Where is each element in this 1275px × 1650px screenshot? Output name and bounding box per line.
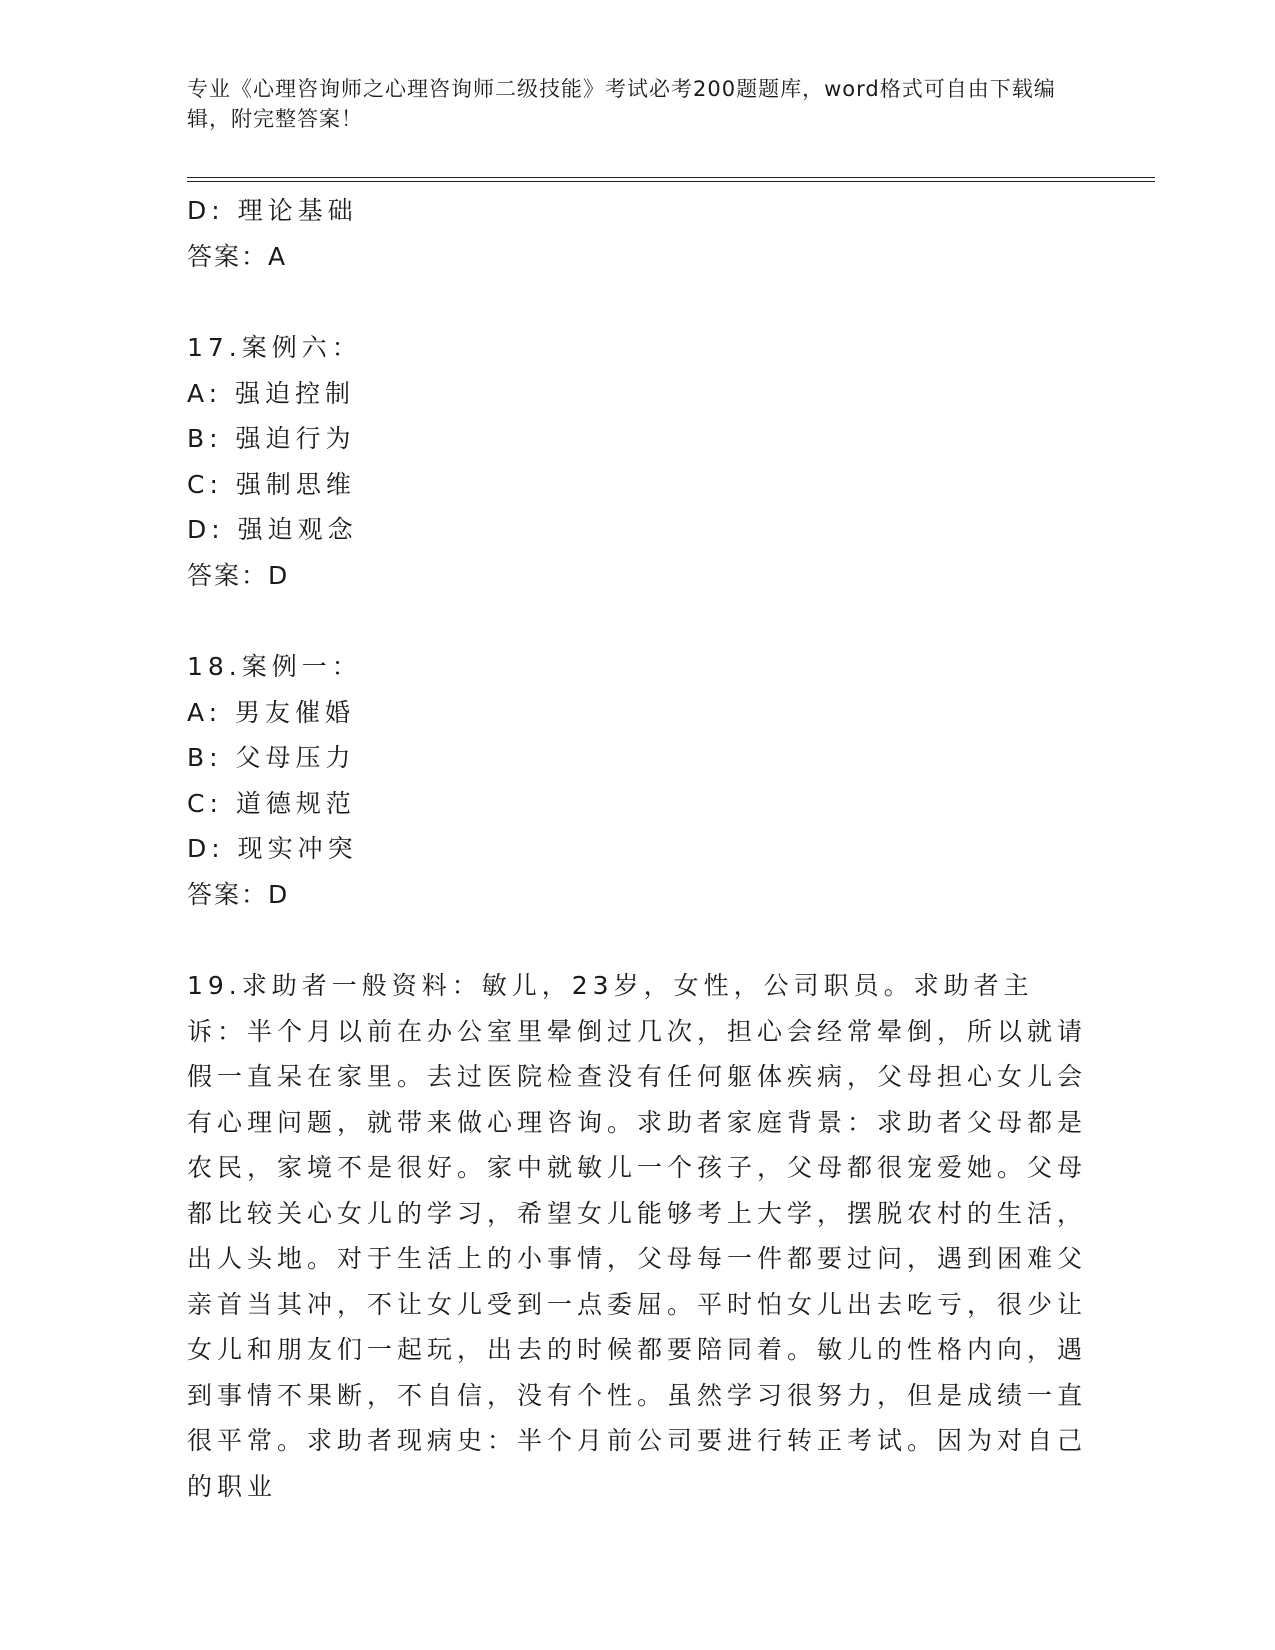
q18-answer: 答案：D — [187, 879, 290, 909]
q16-answer: 答案：A — [187, 241, 288, 271]
q18-option-c: C: 道德规范 — [187, 788, 356, 818]
question-content — [187, 188, 1087, 1509]
q18-title: 18.案例一： — [187, 652, 362, 681]
spacer — [187, 279, 1087, 325]
spacer — [187, 917, 1087, 963]
q18-option-a: A: 男友催婚 — [187, 697, 356, 727]
q19-paragraph: 19.求助者一般资料：敏儿，23岁，女性，公司职员。求助者主诉：半个月以前在办公室里晕倒过几次，担心会经常晕倒，所以就请假一直呆在家里。去过医院检查没有任何躯体疾病，父母担心女儿会有心理问题，就带来做心理咨询。求助者家庭背景：求助者父母都是农民，家境不是很好。家中就敏儿一个孩子，父母都很宠爱她。父母都比较关心女儿的学习，希望女儿能够考上大学，摆脱农村的生活，出人头地。对于生活上的小事情，父母每一件都要过问，遇到困难父亲首当其冲，不让女儿受到一点委屈。平时怕女儿出去吃亏，很少让女儿和朋友们一起玩，出去的时候都要陪同着。敏儿的性格内向，遇到事情不果断，不自信，没有个性。虽然学习很努力，但是成绩一直很平常。求助者现病史：半个月前公司要进行转正考试。因为对自己的职业 — [187, 971, 1088, 1501]
page-header: 专业《心理咨询师之心理咨询师二级技能》考试必考200题题库，word格式可自由下载编辑，附完整答案！ — [187, 77, 1056, 131]
q18-option-b: B: 父母压力 — [187, 743, 356, 772]
q17-option-a: A: 强迫控制 — [187, 378, 356, 408]
q17-option-c: C: 强制思维 — [187, 469, 356, 499]
q18-option-d: D: 现实冲突 — [187, 834, 358, 863]
spacer — [187, 598, 1087, 644]
header-divider — [187, 177, 1155, 182]
q17-answer: 答案：D — [187, 560, 290, 590]
q17-option-b: B: 强迫行为 — [187, 424, 356, 453]
q17-title: 17.案例六： — [187, 333, 362, 362]
q17-option-d: D: 强迫观念 — [187, 515, 358, 544]
q16-option-d: D: 理论基础 — [187, 196, 358, 225]
